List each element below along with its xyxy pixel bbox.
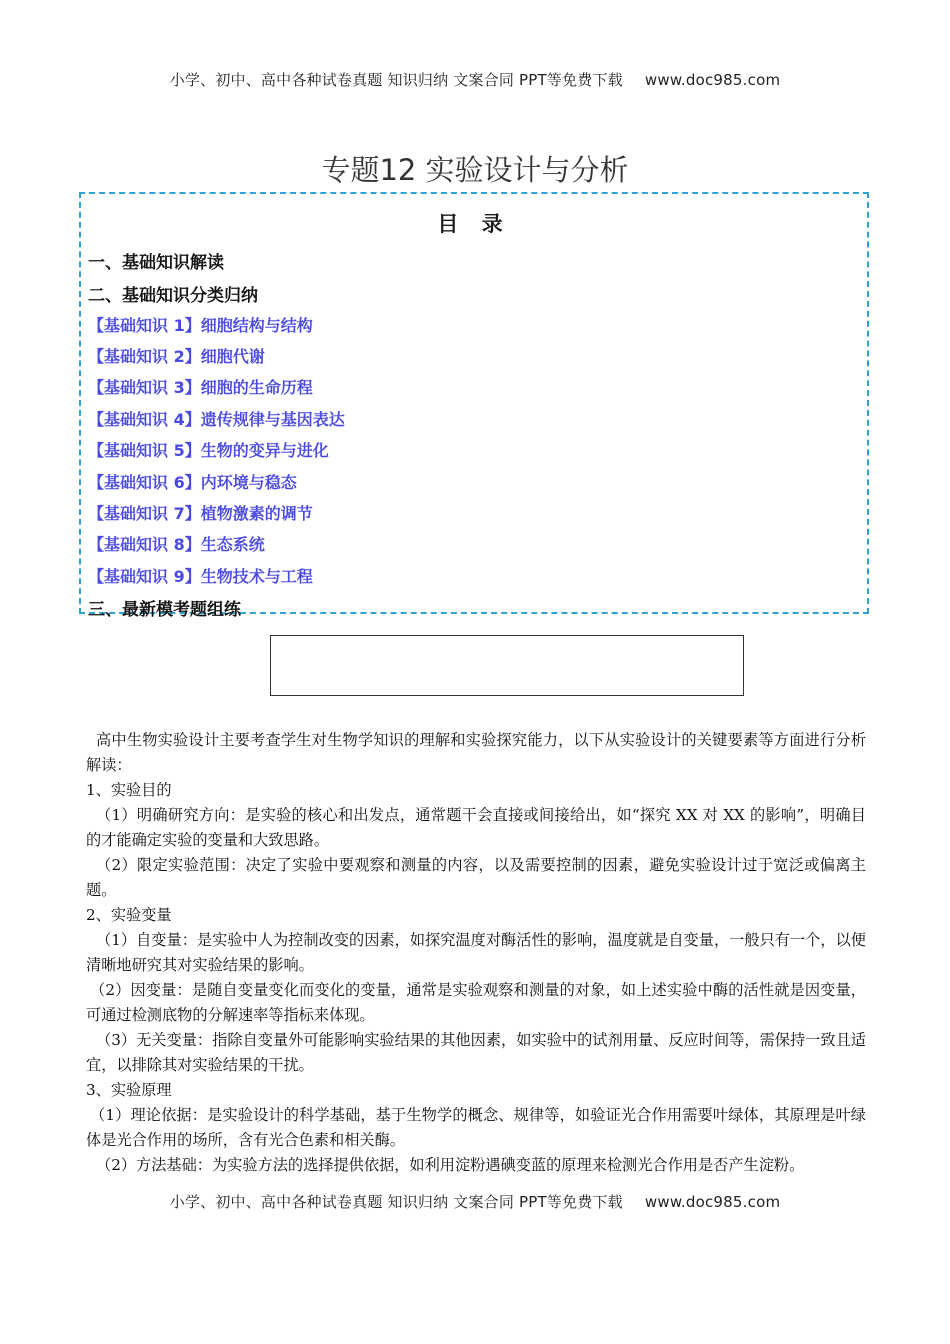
heading-experiment-variables: 2、实验变量 xyxy=(86,906,172,924)
heading-experiment-purpose: 1、实验目的 xyxy=(86,781,172,799)
paragraph-scope: （2）限定实验范围：决定了实验中要观察和测量的内容，以及需要控制的因素，避免实验设计过于宽泛或偏离主题。 xyxy=(86,856,866,899)
toc-item-2[interactable]: 【基础知识 2】细胞代谢 xyxy=(88,347,265,366)
paragraph-irrelevant-variable: （3）无关变量：指除自变量外可能影响实验结果的其他因素，如实验中的试剂用量、反应时间等，需保持一致且适宜，以排除其对实验结果的干扰。 xyxy=(86,1031,866,1074)
header-text: 小学、初中、高中各种试卷真题 知识归纳 文案合同 PPT等免费下载 xyxy=(169,71,623,89)
paragraph-research-direction: （1）明确研究方向：是实验的核心和出发点，通常题干会直接或间接给出，如“探究 XX 对 XX 的影响”，明确目的才能确定实验的变量和大致思路。 xyxy=(86,806,866,849)
toc-section-mock-exam[interactable]: 三、最新模考题组练 xyxy=(88,600,241,620)
paragraph-method-basis: （2）方法基础：为实验方法的选择提供依据，如利用淀粉遇碘变蓝的原理来检测光合作用是否产生淀粉。 xyxy=(96,1156,805,1174)
empty-frame xyxy=(270,635,744,696)
toc-item-4[interactable]: 【基础知识 4】遗传规律与基因表达 xyxy=(88,410,345,429)
toc-item-6[interactable]: 【基础知识 6】内环境与稳态 xyxy=(88,473,297,492)
footer-text: 小学、初中、高中各种试卷真题 知识归纳 文案合同 PPT等免费下载 xyxy=(169,1193,623,1211)
body-content xyxy=(86,728,866,1178)
toc-item-3[interactable]: 【基础知识 3】细胞的生命历程 xyxy=(88,378,313,397)
table-of-contents xyxy=(79,192,869,620)
footer-url-link[interactable]: www.doc985.com xyxy=(644,1193,781,1211)
page-footer xyxy=(0,1191,950,1212)
paragraph-dependent-variable: （2）因变量：是随自变量变化而变化的变量，通常是实验观察和测量的对象，如上述实验中酶的活性就是因变量，可通过检测底物的分解速率等指标来体现。 xyxy=(86,981,866,1024)
toc-item-9[interactable]: 【基础知识 9】生物技术与工程 xyxy=(88,567,313,586)
paragraph-theory-basis: （1）理论依据：是实验设计的科学基础，基于生物学的概念、规律等，如验证光合作用需要叶绿体，其原理是叶绿体是光合作用的场所，含有光合色素和相关酶。 xyxy=(86,1106,866,1149)
document-title: 专题12 实验设计与分析 xyxy=(321,153,629,187)
toc-section-basic-reading[interactable]: 一、基础知识解读 xyxy=(88,253,224,273)
page-header xyxy=(0,69,950,90)
paragraph-independent-variable: （1）自变量：是实验中人为控制改变的因素，如探究温度对酶活性的影响，温度就是自变量，一般只有一个，以便清晰地研究其对实验结果的影响。 xyxy=(86,931,866,974)
toc-section-classification[interactable]: 二、基础知识分类归纳 xyxy=(88,286,258,306)
heading-experiment-principle: 3、实验原理 xyxy=(86,1081,172,1099)
toc-item-7[interactable]: 【基础知识 7】植物激素的调节 xyxy=(88,504,313,523)
header-url-link[interactable]: www.doc985.com xyxy=(644,71,781,89)
toc-item-1[interactable]: 【基础知识 1】细胞结构与结构 xyxy=(88,316,313,335)
intro-paragraph: 高中生物实验设计主要考查学生对生物学知识的理解和实验探究能力，以下从实验设计的关键要素等方面进行分析解读： xyxy=(86,731,866,774)
toc-item-8[interactable]: 【基础知识 8】生态系统 xyxy=(88,535,265,554)
toc-item-5[interactable]: 【基础知识 5】生物的变异与进化 xyxy=(88,441,329,460)
toc-heading: 目 录 xyxy=(437,212,511,236)
